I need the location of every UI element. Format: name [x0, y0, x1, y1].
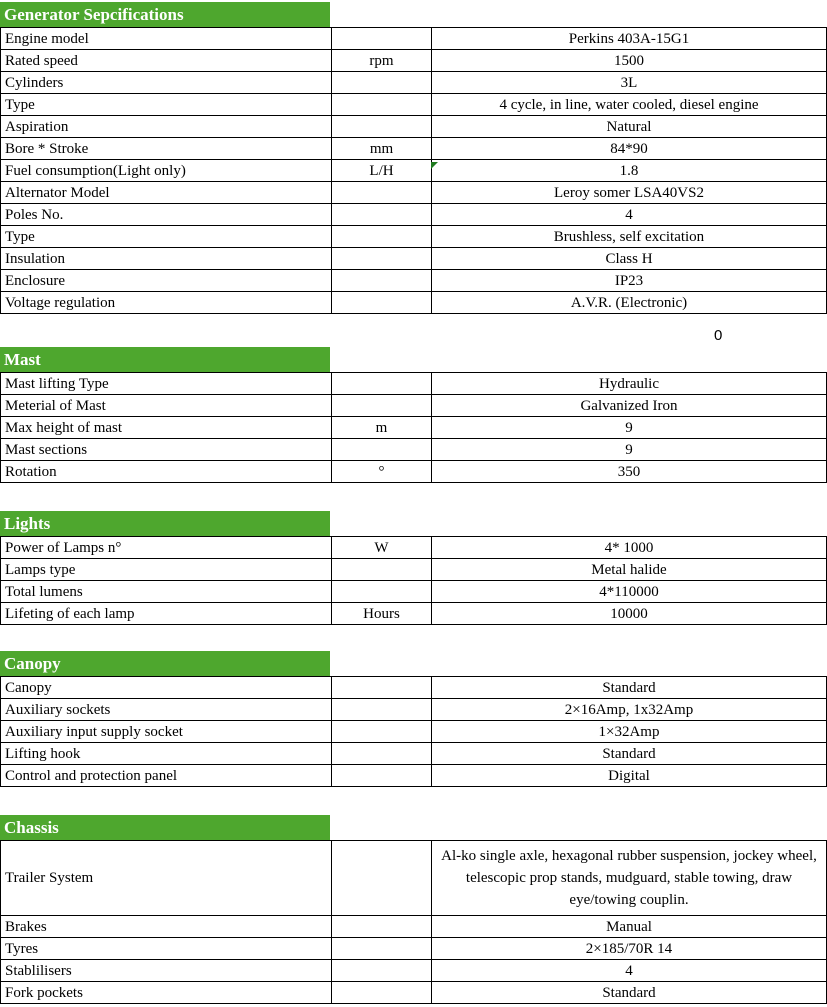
generator-table — [0, 27, 827, 314]
table-row — [1, 537, 827, 559]
mast-table — [0, 372, 827, 483]
spec-value: 350 — [432, 461, 827, 483]
spec-label: Engine model — [1, 28, 332, 50]
spec-label: Tyres — [1, 938, 332, 960]
table-row — [1, 699, 827, 721]
table-row — [1, 938, 827, 960]
spec-unit — [332, 292, 432, 314]
table-row — [1, 395, 827, 417]
spec-unit: mm — [332, 138, 432, 160]
spec-value: 4 cycle, in line, water cooled, diesel engine — [432, 94, 827, 116]
table-row — [1, 765, 827, 787]
table-row — [1, 721, 827, 743]
spec-value: 4 — [432, 204, 827, 226]
table-row — [1, 960, 827, 982]
table-row — [1, 248, 827, 270]
table-row — [1, 292, 827, 314]
spec-value: Natural — [432, 116, 827, 138]
table-row — [1, 916, 827, 938]
spec-value: 10000 — [432, 603, 827, 625]
spec-unit: L/H — [332, 160, 432, 182]
spec-label: Max height of mast — [1, 417, 332, 439]
spec-label: Mast sections — [1, 439, 332, 461]
spec-unit — [332, 960, 432, 982]
table-row — [1, 72, 827, 94]
spec-label: Lifeting of each lamp — [1, 603, 332, 625]
spec-unit — [332, 270, 432, 292]
spec-unit — [332, 72, 432, 94]
spec-label: Bore * Stroke — [1, 138, 332, 160]
spec-value: 3L — [432, 72, 827, 94]
spec-unit — [332, 94, 432, 116]
spec-label: Brakes — [1, 916, 332, 938]
spec-value: Al-ko single axle, hexagonal rubber suspension, jockey wheel, telescopic prop stands, mudguard, stable towing, draw eye/towing couplin. — [432, 841, 827, 916]
spec-unit — [332, 116, 432, 138]
spec-label: Control and protection panel — [1, 765, 332, 787]
spec-label: Auxiliary input supply socket — [1, 721, 332, 743]
spec-unit: rpm — [332, 50, 432, 72]
table-row — [1, 982, 827, 1004]
spec-unit — [332, 182, 432, 204]
spec-label: Type — [1, 94, 332, 116]
mast-section-title: Mast — [0, 347, 330, 372]
table-row — [1, 116, 827, 138]
spec-unit — [332, 559, 432, 581]
table-row — [1, 743, 827, 765]
table-row — [1, 226, 827, 248]
spec-unit — [332, 373, 432, 395]
table-row — [1, 581, 827, 603]
table-row — [1, 94, 827, 116]
spec-value: 9 — [432, 417, 827, 439]
table-row — [1, 439, 827, 461]
table-row — [1, 182, 827, 204]
table-row — [1, 138, 827, 160]
spec-label: Insulation — [1, 248, 332, 270]
spec-value: 4 — [432, 960, 827, 982]
spec-label: Lifting hook — [1, 743, 332, 765]
cell-comment-marker — [431, 162, 438, 169]
canopy-section-title: Canopy — [0, 651, 330, 676]
spec-value: Standard — [432, 677, 827, 699]
spec-label: Poles No. — [1, 204, 332, 226]
table-row — [1, 603, 827, 625]
spec-label: Fork pockets — [1, 982, 332, 1004]
spec-unit — [332, 765, 432, 787]
chassis-table — [0, 840, 827, 1004]
spec-label: Power of Lamps n° — [1, 537, 332, 559]
spec-value: 84*90 — [432, 138, 827, 160]
spec-value: Standard — [432, 982, 827, 1004]
spec-unit: W — [332, 537, 432, 559]
lights-table — [0, 536, 827, 625]
spec-value: Perkins 403A-15G1 — [432, 28, 827, 50]
spec-value: A.V.R. (Electronic) — [432, 292, 827, 314]
spec-label: Canopy — [1, 677, 332, 699]
spec-value: IP23 — [432, 270, 827, 292]
table-row — [1, 50, 827, 72]
spec-label: Mast lifting Type — [1, 373, 332, 395]
table-row — [1, 204, 827, 226]
spec-label: Trailer System — [1, 841, 332, 916]
spec-unit — [332, 743, 432, 765]
spec-value: Manual — [432, 916, 827, 938]
spec-unit — [332, 677, 432, 699]
spec-unit — [332, 439, 432, 461]
spec-label: Rotation — [1, 461, 332, 483]
spec-label: Type — [1, 226, 332, 248]
spec-value: 1×32Amp — [432, 721, 827, 743]
spec-unit — [332, 204, 432, 226]
spec-value: 9 — [432, 439, 827, 461]
spec-unit — [332, 699, 432, 721]
spec-unit: m — [332, 417, 432, 439]
spec-value: 2×185/70R 14 — [432, 938, 827, 960]
spec-unit — [332, 841, 432, 916]
spec-label: Stablilisers — [1, 960, 332, 982]
spec-value: Galvanized Iron — [432, 395, 827, 417]
spec-unit — [332, 581, 432, 603]
spec-label: Meterial of Mast — [1, 395, 332, 417]
spec-unit — [332, 248, 432, 270]
spec-value: 4* 1000 — [432, 537, 827, 559]
spec-label: Total lumens — [1, 581, 332, 603]
spec-unit — [332, 721, 432, 743]
spec-value: 2×16Amp, 1x32Amp — [432, 699, 827, 721]
spec-unit — [332, 916, 432, 938]
table-row — [1, 28, 827, 50]
spec-value: 1500 — [432, 50, 827, 72]
spec-label: Enclosure — [1, 270, 332, 292]
canopy-table — [0, 676, 827, 787]
chassis-section-title: Chassis — [0, 815, 330, 840]
spec-value: Leroy somer LSA40VS2 — [432, 182, 827, 204]
table-row — [1, 677, 827, 699]
spec-unit — [332, 28, 432, 50]
spec-value: Metal halide — [432, 559, 827, 581]
spec-unit: ° — [332, 461, 432, 483]
generator-section-title: Generator Sepcifications — [0, 2, 330, 27]
spec-unit — [332, 938, 432, 960]
spec-label: Aspiration — [1, 116, 332, 138]
spec-value: Hydraulic — [432, 373, 827, 395]
spec-unit — [332, 395, 432, 417]
spec-value: Brushless, self excitation — [432, 226, 827, 248]
spec-label: Cylinders — [1, 72, 332, 94]
table-row — [1, 160, 827, 182]
spec-value: Digital — [432, 765, 827, 787]
lights-section-title: Lights — [0, 511, 330, 536]
spec-value: Class H — [432, 248, 827, 270]
table-row — [1, 373, 827, 395]
spec-label: Alternator Model — [1, 182, 332, 204]
spec-label: Auxiliary sockets — [1, 699, 332, 721]
spec-value: 4*110000 — [432, 581, 827, 603]
table-row — [1, 270, 827, 292]
spec-unit — [332, 226, 432, 248]
table-row — [1, 841, 827, 916]
stray-cell-value: 0 — [714, 327, 723, 344]
spec-value: Standard — [432, 743, 827, 765]
spec-label: Voltage regulation — [1, 292, 332, 314]
spec-label: Fuel consumption(Light only) — [1, 160, 332, 182]
spec-label: Lamps type — [1, 559, 332, 581]
spec-unit — [332, 982, 432, 1004]
spec-label: Rated speed — [1, 50, 332, 72]
table-row — [1, 559, 827, 581]
table-row — [1, 461, 827, 483]
spec-value: 1.8 — [432, 160, 827, 182]
table-row — [1, 417, 827, 439]
spec-unit: Hours — [332, 603, 432, 625]
